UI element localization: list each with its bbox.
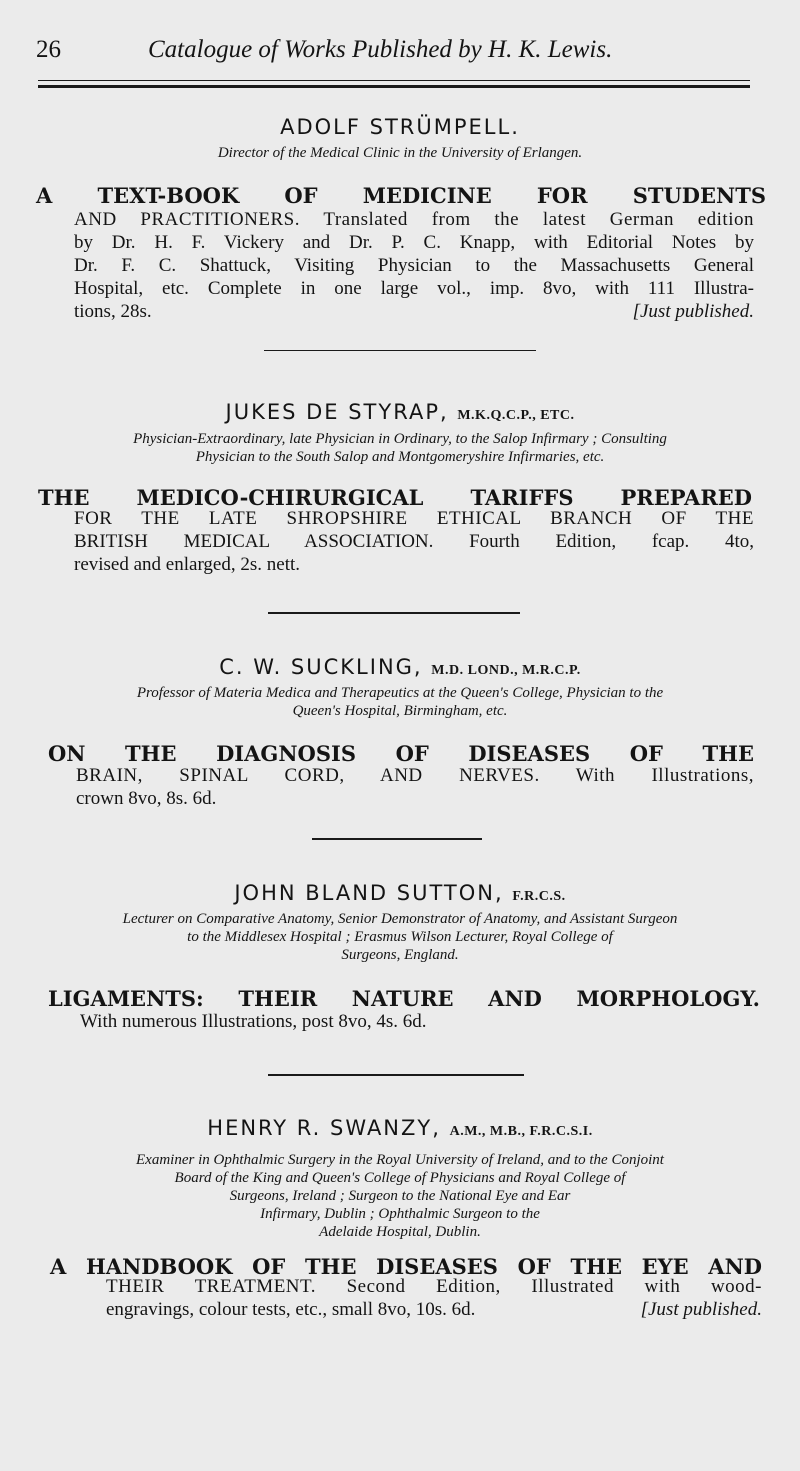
entry-author xyxy=(40,655,760,679)
role-line: Adelaide Hospital, Dublin. xyxy=(319,1224,481,1240)
author-name: C. W. SUCKLING, xyxy=(219,655,423,679)
entry-author xyxy=(40,881,760,905)
entry-author xyxy=(40,400,760,424)
entry-author xyxy=(40,1116,760,1140)
desc-line: Hospital, etc. Complete in one large vol., imp. 8vo, with 111 Illustra- xyxy=(74,278,754,299)
desc-line: crown 8vo, 8s. 6d. xyxy=(76,788,217,809)
role-line: Surgeons, England. xyxy=(341,947,459,963)
section-separator xyxy=(312,838,482,840)
role-line: Examiner in Ophthalmic Surgery in the Royal University of Ireland, and to the Conjoint xyxy=(136,1152,664,1168)
desc-line: engravings, colour tests, etc., small 8vo, 10s. 6d. xyxy=(106,1299,476,1320)
role-line: Physician-Extraordinary, late Physician in Ordinary, to the Salop Infirmary ; Consulting xyxy=(133,431,667,447)
desc-line: BRAIN, SPINAL CORD, AND NERVES. With Illustrations, xyxy=(76,765,754,786)
author-degrees: M.K.Q.C.P., ETC. xyxy=(457,408,575,423)
desc-line: BRITISH MEDICAL ASSOCIATION. Fourth Edition, fcap. 4to, xyxy=(74,531,754,552)
role-line: Professor of Materia Medica and Therapeutics at the Queen's College, Physician to the xyxy=(136,685,664,701)
book-title: THE MEDICO-CHIRURGICAL TARIFFS PREPARED xyxy=(38,485,752,510)
role-line: to the Middlesex Hospital ; Erasmus Wilson Lecturer, Royal College of xyxy=(187,929,613,945)
entry-role xyxy=(40,430,760,466)
book-description xyxy=(74,208,754,323)
desc-line: Dr. F. C. Shattuck, Visiting Physician to the Massachusetts General xyxy=(74,255,754,276)
book-description xyxy=(80,1010,760,1033)
desc-line: AND PRACTITIONERS. Translated from the latest German edition xyxy=(74,209,754,230)
book-description xyxy=(74,507,754,576)
author-name: ADOLF STRÜMPELL. xyxy=(280,115,520,139)
desc-line: by Dr. H. F. Vickery and Dr. P. C. Knapp, with Editorial Notes by xyxy=(74,232,754,253)
book-title: LIGAMENTS: THEIR NATURE AND MORPHOLOGY. xyxy=(48,986,760,1011)
book-title: A TEXT-BOOK OF MEDICINE FOR STUDENTS xyxy=(36,183,766,208)
book-description xyxy=(76,764,754,810)
entry-role xyxy=(40,144,760,162)
desc-line-with-note xyxy=(106,1298,762,1321)
publication-note: [Just published. xyxy=(640,1299,762,1320)
entry-role xyxy=(40,910,760,964)
page-number: 26 xyxy=(36,36,61,63)
entry-separator xyxy=(264,350,536,351)
role-line: Director of the Medical Clinic in the University of Erlangen. xyxy=(217,145,583,161)
desc-line: THEIR TREATMENT. Second Edition, Illustrated with wood- xyxy=(106,1276,762,1297)
entry-role xyxy=(40,1151,760,1241)
desc-line-with-note xyxy=(74,300,754,323)
desc-line: tions, 28s. xyxy=(74,301,152,322)
header-rule-bottom xyxy=(38,85,750,88)
header-rule-top xyxy=(38,80,750,81)
role-line: Queen's Hospital, Birmingham, etc. xyxy=(292,703,508,719)
section-separator xyxy=(268,1074,524,1076)
author-degrees: F.R.C.S. xyxy=(512,889,566,904)
running-title: Catalogue of Works Published by H. K. Lewis. xyxy=(148,36,613,63)
role-line: Lecturer on Comparative Anatomy, Senior Demonstrator of Anatomy, and Assistant Surgeon xyxy=(122,911,678,927)
entry-role xyxy=(40,684,760,720)
desc-line: FOR THE LATE SHROPSHIRE ETHICAL BRANCH OF THE xyxy=(74,508,754,529)
book-title: A HANDBOOK OF THE DISEASES OF THE EYE AND xyxy=(50,1254,762,1279)
desc-line: revised and enlarged, 2s. nett. xyxy=(74,554,300,575)
author-degrees: M.D. LOND., M.R.C.P. xyxy=(431,663,581,678)
author-name: JOHN BLAND SUTTON, xyxy=(234,881,504,905)
desc-line: With numerous Illustrations, post 8vo, 4s. 6d. xyxy=(80,1011,427,1032)
author-name: HENRY R. SWANZY, xyxy=(207,1116,441,1140)
author-degrees: A.M., M.B., F.R.C.S.I. xyxy=(449,1124,593,1139)
publication-note: [Just published. xyxy=(632,301,754,322)
author-name: JUKES DE STYRAP, xyxy=(225,400,449,424)
role-line: Board of the King and Queen's College of Physicians and Royal College of xyxy=(174,1170,626,1186)
book-description xyxy=(106,1275,762,1321)
section-separator xyxy=(268,612,520,614)
entry-author xyxy=(40,115,760,139)
role-line: Infirmary, Dublin ; Ophthalmic Surgeon to the xyxy=(260,1206,540,1222)
role-line: Physician to the South Salop and Montgomeryshire Infirmaries, etc. xyxy=(195,449,605,465)
role-line: Surgeons, Ireland ; Surgeon to the National Eye and Ear xyxy=(229,1188,571,1204)
book-title: ON THE DIAGNOSIS OF DISEASES OF THE xyxy=(48,741,754,766)
